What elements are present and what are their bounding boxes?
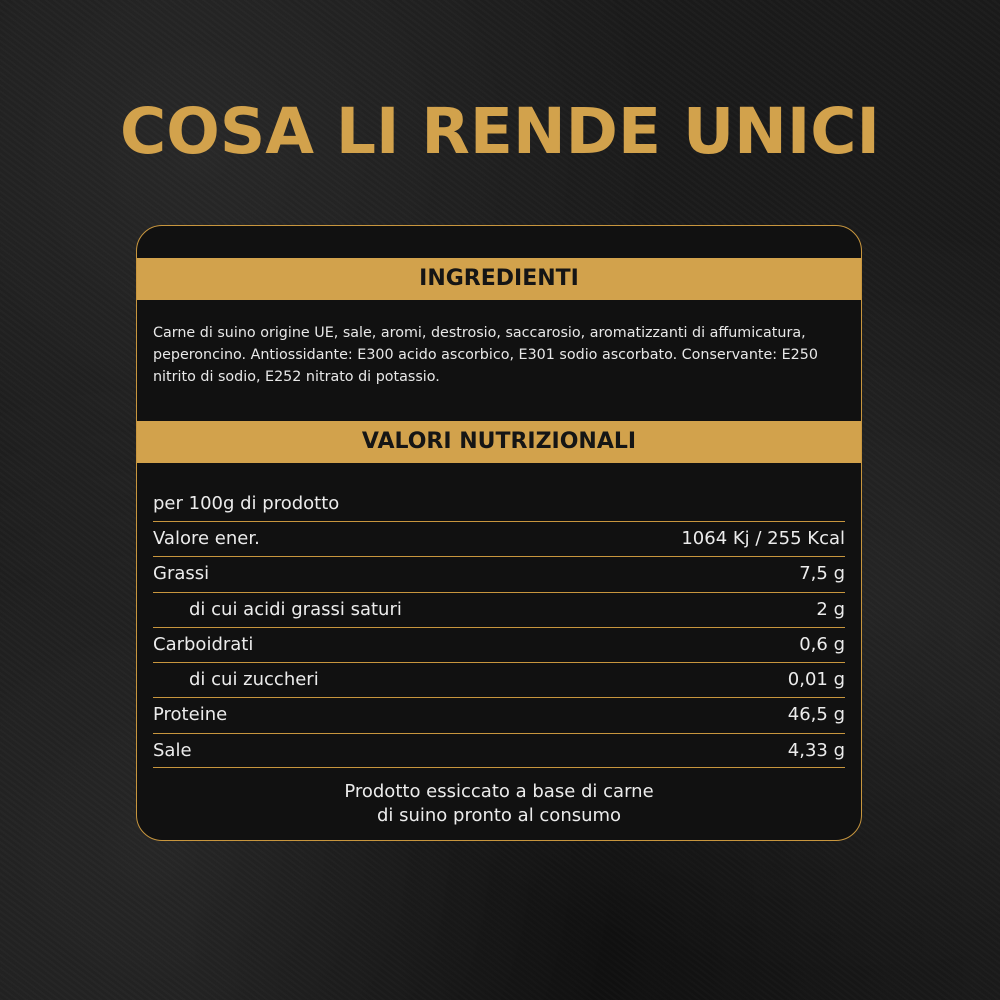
per-100g-label: per 100g di prodotto <box>153 493 340 514</box>
nutrition-value: 1064 Kj / 255 Kcal <box>681 528 845 549</box>
nutrition-label: Grassi <box>153 563 210 585</box>
product-description-line-1: Prodotto essiccato a base di carne <box>344 781 654 802</box>
nutrition-label: Proteine <box>153 704 228 726</box>
nutrition-row-protein <box>153 697 845 732</box>
product-info-card <box>136 225 862 841</box>
nutrition-table <box>153 521 845 768</box>
nutrition-label: Valore ener. <box>153 528 260 549</box>
product-description <box>137 780 861 828</box>
nutrition-row-fat <box>153 556 845 591</box>
page-title: COSA LI RENDE UNICI <box>120 95 880 168</box>
nutrition-row-saturated-fat <box>153 592 845 627</box>
product-description-line-2: di suino pronto al consumo <box>376 805 622 826</box>
nutrition-value: 0,01 g <box>787 669 845 691</box>
nutrition-label: Sale <box>153 739 192 761</box>
nutrition-value: 4,33 g <box>787 739 845 761</box>
nutrition-label: Carboidrati <box>153 633 254 655</box>
nutrition-row-carbohydrates <box>153 627 845 662</box>
nutrition-value: 2 g <box>816 598 845 620</box>
nutrition-value: 0,6 g <box>799 633 845 655</box>
nutrition-value: 46,5 g <box>787 704 845 726</box>
nutrition-label: di cui acidi grassi saturi <box>189 598 402 620</box>
ingredients-heading: INGREDIENTI <box>137 258 861 300</box>
nutrition-row-energy <box>153 521 845 556</box>
ingredients-text: Carne di suino origine UE, sale, aromi, destrosio, saccarosio, aromatizzanti di affumicatura, peperoncino. Antiossidante: E300 acido ascorbico, E301 sodio ascorbato. Conservante: E250 nitrito di sodio, E252 nitrato di potassio. <box>153 325 818 385</box>
nutrition-heading: VALORI NUTRIZIONALI <box>137 421 861 463</box>
nutrition-value: 7,5 g <box>799 563 845 585</box>
nutrition-row-sugars <box>153 662 845 697</box>
nutrition-label: di cui zuccheri <box>189 669 319 691</box>
nutrition-row-salt <box>153 733 845 768</box>
